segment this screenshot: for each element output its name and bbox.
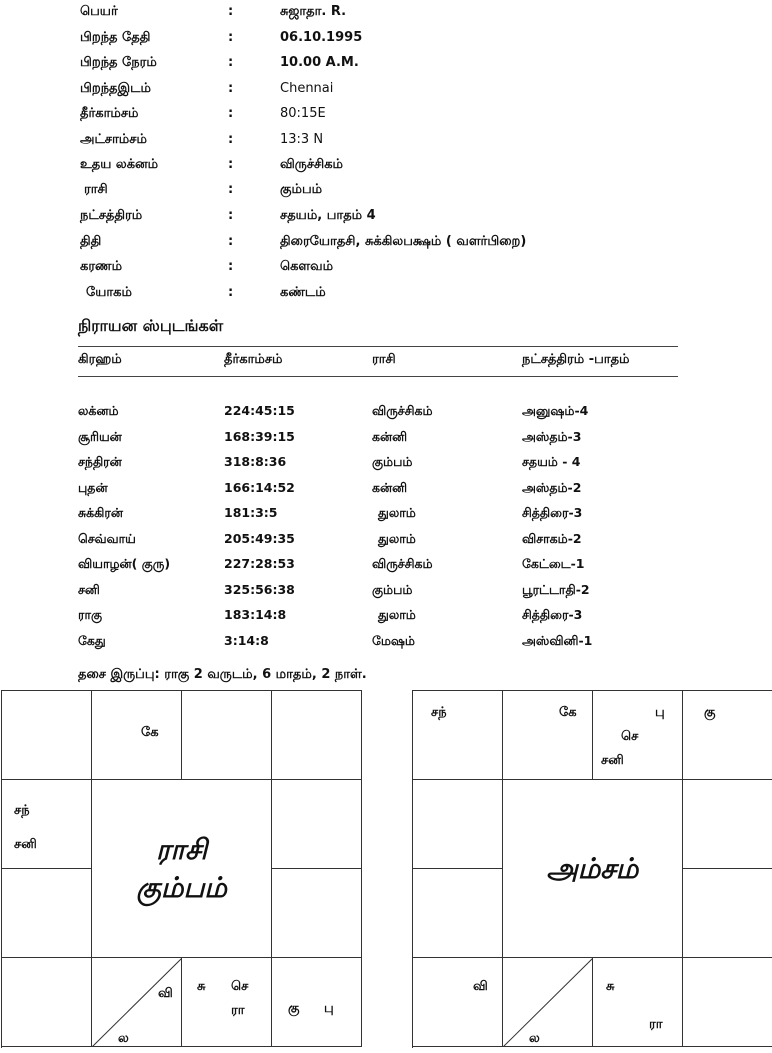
separator: : <box>228 4 234 19</box>
cell-star: சித்திரை-3 <box>522 607 583 622</box>
table-rule-top <box>78 346 678 347</box>
rasi-house <box>2 780 92 869</box>
label-lagnam: உதய லக்னம் <box>80 157 159 172</box>
value-latitude: 13:3 N <box>280 132 324 147</box>
cell-planet: செவ்வாய் <box>78 531 136 546</box>
cell-planet: லக்னம் <box>78 403 119 418</box>
planet-ketu: கே <box>559 705 577 720</box>
planet-moon: சந் <box>14 803 30 818</box>
planet-venus: சு <box>197 979 206 994</box>
planet-ketu: கே <box>141 725 159 740</box>
cell-star: பூரட்டாதி-2 <box>522 582 590 597</box>
dasa-balance: தசை இருப்பு: ராகு 2 வருடம், 6 மாதம், 2 நாள். <box>78 667 367 682</box>
amsam-house <box>683 691 772 780</box>
separator: : <box>228 182 234 197</box>
label-thithi: திதி <box>80 234 102 249</box>
amsam-title: அம்சம் <box>546 851 639 885</box>
cell-rasi: கும்பம் <box>372 454 413 469</box>
label-rasi: ராசி <box>84 182 108 197</box>
planet-mars: செ <box>231 979 249 994</box>
cell-planet: சந்திரன் <box>78 454 122 469</box>
cell-star: சித்திரை-3 <box>522 505 583 520</box>
cell-planet: சுக்கிரன் <box>78 505 123 520</box>
cell-longitude: 227:28:53 <box>224 556 295 571</box>
rasi-house <box>182 958 272 1047</box>
value-star: சதயம், பாதம் 4 <box>280 208 376 223</box>
separator: : <box>228 259 234 274</box>
lagna-mark: ல <box>529 1031 540 1046</box>
amsam-house <box>413 691 503 780</box>
rasi-sign: கும்பம் <box>136 870 227 904</box>
amsam-house <box>683 869 772 958</box>
lagna-diagonal <box>503 958 593 1047</box>
separator: : <box>228 55 234 70</box>
amsam-center <box>503 780 683 958</box>
separator: : <box>228 208 234 223</box>
cell-rasi: கன்னி <box>372 480 408 495</box>
cell-rasi: விருச்சிகம் <box>372 556 433 571</box>
cell-longitude: 205:49:35 <box>224 531 295 546</box>
value-yogam: கண்டம் <box>280 285 326 300</box>
planet-rahu: ரா <box>649 1017 663 1032</box>
lagna-diagonal <box>92 958 182 1047</box>
amsam-chart <box>412 690 772 1048</box>
label-longitude: தீர்காம்சம் <box>80 106 139 121</box>
cell-longitude: 183:14:8 <box>224 607 287 622</box>
cell-rasi: துலாம் <box>378 607 416 622</box>
separator: : <box>228 285 234 300</box>
label-birth-date: பிறந்த தேதி <box>80 30 151 45</box>
cell-star: அஸ்வினி-1 <box>522 633 593 648</box>
cell-longitude: 166:14:52 <box>224 480 295 495</box>
value-birth-place: Chennai <box>280 81 334 96</box>
rasi-house <box>182 691 272 780</box>
cell-rasi: துலாம் <box>378 531 416 546</box>
table-title: நிராயன ஸ்புடங்கள் <box>78 316 224 335</box>
label-birth-time: பிறந்த நேரம் <box>80 55 157 70</box>
value-thithi: திரையோதசி, சுக்கிலபக்ஷம் ( வளர்பிறை) <box>280 234 527 249</box>
cell-star: சதயம் - 4 <box>522 454 581 469</box>
cell-planet: ராகு <box>78 607 103 622</box>
amsam-house <box>683 958 772 1047</box>
rasi-center <box>92 780 272 958</box>
rasi-house <box>272 869 362 958</box>
rasi-house <box>272 780 362 869</box>
cell-longitude: 224:45:15 <box>224 403 295 418</box>
cell-rasi: கன்னி <box>372 429 408 444</box>
amsam-house <box>503 691 593 780</box>
separator: : <box>228 157 234 172</box>
cell-longitude: 3:14:8 <box>224 633 269 648</box>
header-star-padam: நட்சத்திரம் -பாதம் <box>522 352 630 367</box>
cell-star: அஸ்தம்-2 <box>522 480 582 495</box>
value-birth-date: 06.10.1995 <box>280 30 363 45</box>
rasi-chart <box>1 690 362 1048</box>
planet-saturn: சனி <box>14 837 37 852</box>
cell-star: அஸ்தம்-3 <box>522 429 582 444</box>
planet-mercury: பு <box>655 705 665 720</box>
rasi-house <box>92 691 182 780</box>
separator: : <box>228 81 234 96</box>
cell-rasi: துலாம் <box>378 505 416 520</box>
label-latitude: அட்சாம்சம் <box>80 132 147 147</box>
header-planet: கிரஹம் <box>78 352 122 367</box>
label-name: பெயர் <box>80 4 118 19</box>
planet-sun: கு <box>704 705 716 720</box>
cell-star: விசாகம்-2 <box>522 531 582 546</box>
amsam-house <box>683 780 772 869</box>
cell-planet: வியாழன்( குரு) <box>78 556 171 571</box>
cell-rasi: விருச்சிகம் <box>372 403 433 418</box>
rasi-house <box>92 958 182 1047</box>
amsam-house <box>413 869 503 958</box>
header-rasi: ராசி <box>372 352 396 367</box>
cell-planet: புதன் <box>78 480 108 495</box>
planet-saturn: சனி <box>601 753 624 768</box>
label-karanam: கரணம் <box>80 259 123 274</box>
planet-mercury: பு <box>324 1001 334 1016</box>
value-longitude: 80:15E <box>280 106 326 121</box>
value-birth-time: 10.00 A.M. <box>280 55 359 70</box>
planet-sun: கு <box>288 1001 300 1016</box>
cell-rasi: கும்பம் <box>372 582 413 597</box>
lagna-mark: ல <box>118 1031 129 1046</box>
cell-longitude: 168:39:15 <box>224 429 295 444</box>
label-yogam: யோகம் <box>86 285 132 300</box>
value-name: சுஜாதா. R. <box>280 4 347 19</box>
cell-longitude: 181:3:5 <box>224 505 278 520</box>
rasi-house <box>2 869 92 958</box>
cell-planet: சனி <box>78 582 100 597</box>
label-star: நட்சத்திரம் <box>80 208 143 223</box>
separator: : <box>228 132 234 147</box>
rasi-house <box>272 691 362 780</box>
cell-rasi: மேஷம் <box>372 633 415 648</box>
separator: : <box>228 30 234 45</box>
table-rule-header <box>78 376 678 377</box>
value-rasi: கும்பம் <box>280 182 323 197</box>
planet-venus: சு <box>606 979 615 994</box>
header-longitude: தீர்காம்சம் <box>224 352 283 367</box>
amsam-house <box>503 958 593 1047</box>
cell-star: கேட்டை-1 <box>522 556 585 571</box>
cell-planet: கேது <box>78 633 106 648</box>
planet-mars: செ <box>621 729 639 744</box>
separator: : <box>228 106 234 121</box>
planet-rahu: ரா <box>231 1003 245 1018</box>
planet-jupiter-vi: வி <box>473 979 488 994</box>
amsam-house <box>413 958 503 1047</box>
label-birth-place: பிறந்தஇடம் <box>80 81 151 96</box>
rasi-house <box>2 691 92 780</box>
planet-jupiter-vi: வி <box>158 986 173 1001</box>
rasi-title: ராசி <box>155 832 208 866</box>
separator: : <box>228 234 234 249</box>
amsam-house <box>593 958 683 1047</box>
planet-moon: சந் <box>431 705 447 720</box>
cell-longitude: 325:56:38 <box>224 582 295 597</box>
rasi-house <box>272 958 362 1047</box>
cell-star: அனுஷம்-4 <box>522 403 589 418</box>
cell-planet: சூரியன் <box>78 429 122 444</box>
amsam-house <box>413 780 503 869</box>
cell-longitude: 318:8:36 <box>224 454 287 469</box>
rasi-house <box>2 958 92 1047</box>
value-lagnam: விருச்சிகம் <box>280 157 343 172</box>
value-karanam: கௌவம் <box>280 259 334 274</box>
